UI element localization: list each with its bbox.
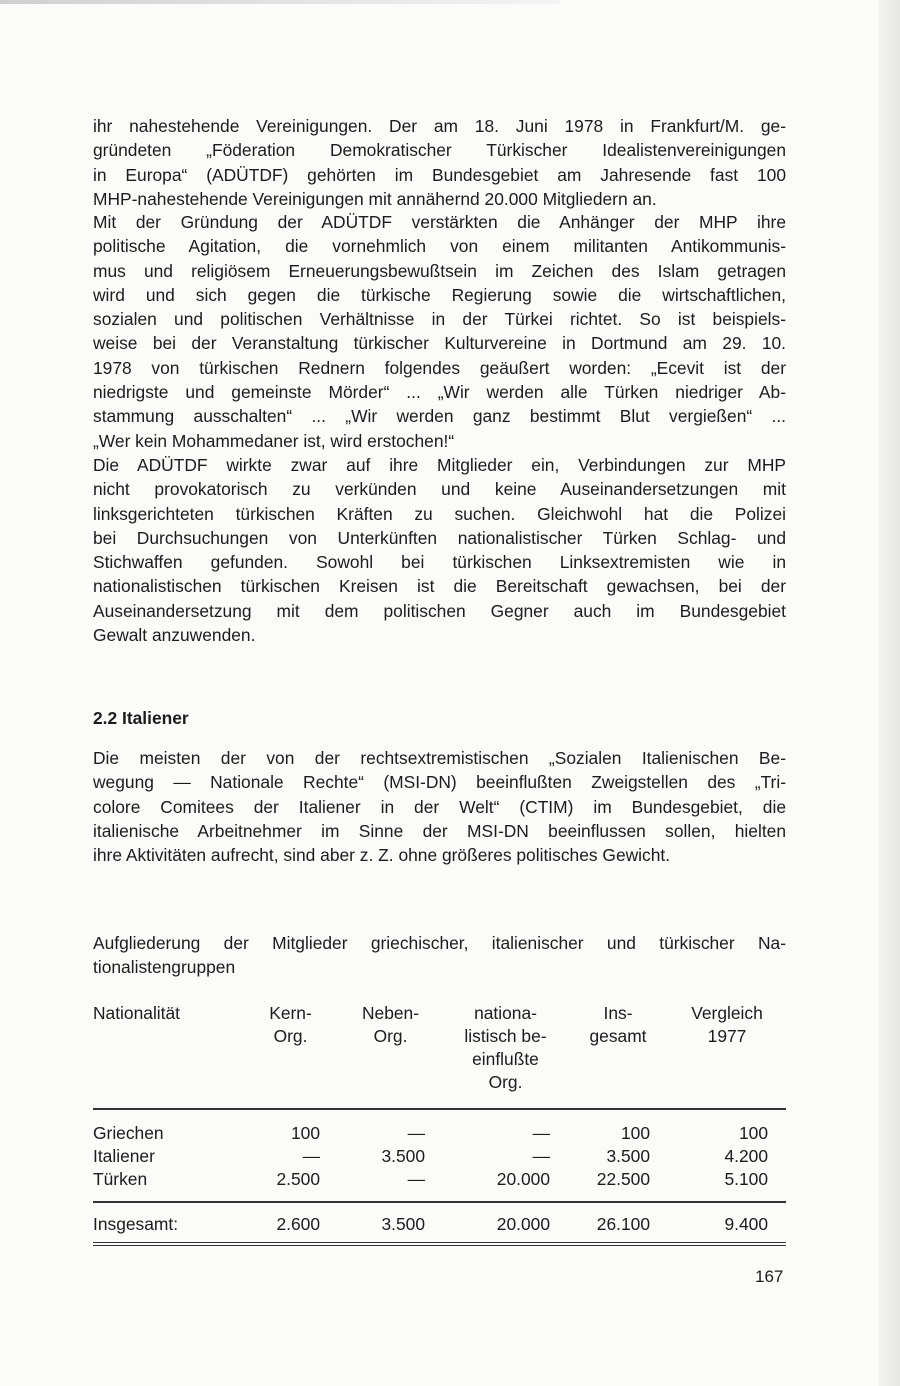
table-cell: 2.500 (243, 1168, 338, 1202)
column-header: Kern- Org. (243, 1002, 338, 1109)
table-row (93, 1145, 786, 1168)
text-line: stammung ausschalten“ ... „Wir werden ganz bestimmt Blut vergießen“ ... (93, 406, 786, 427)
table-caption (93, 931, 786, 980)
members-table (93, 1002, 786, 1246)
text-line: bei Durchsuchungen von Unterkünften nationalistischer Türken Schlag- und (93, 527, 786, 548)
column-header: nationa- listisch be- einflußte Org. (443, 1002, 568, 1109)
table-cell: 100 (290, 1123, 320, 1143)
paragraph (93, 453, 786, 647)
text-line: „Wer kein Mohammedaner ist, wird erstochen!“ (93, 430, 455, 451)
text-line: Die ADÜTDF wirkte zwar auf ihre Mitglieder ein, Verbindungen zur MHP (93, 455, 786, 475)
text-line: italienische Arbeitnehmer im Sinne der MSI-DN beeinflussen sollen, hielten (93, 820, 786, 841)
table-cell: Insgesamt: (93, 1202, 243, 1244)
table-cell: — (532, 1123, 550, 1143)
text-line: Gewalt anzuwenden. (93, 625, 256, 646)
text-line: Auseinandersetzung mit dem politischen Gegner auch im Bundesgebiet (93, 600, 786, 621)
table-cell: 9.400 (668, 1202, 786, 1244)
text-line: in Europa“ (ADÜTDF) gehörten im Bundesgebiet am Jahresende fast 100 (93, 164, 786, 185)
text-line: tionalistengruppen (93, 957, 236, 978)
table-cell: — (407, 1123, 425, 1143)
table-cell: 4.200 (724, 1146, 768, 1166)
table-header-row (93, 1002, 786, 1109)
paragraph (93, 746, 786, 867)
table-cell: 3.500 (381, 1146, 425, 1166)
text-line: Die meisten der von der rechtsextremistischen „Sozialen Italienischen Be- (93, 748, 786, 768)
table-cell: 3.500 (606, 1146, 650, 1166)
page-number: 167 (755, 1267, 784, 1286)
table-cell: Türken (93, 1168, 243, 1202)
text-line: colore Comitees der Italiener in der Welt“ (CTIM) im Bundesgebiet, die (93, 796, 786, 817)
table-cell: 20.000 (443, 1168, 568, 1202)
scan-edge-right (878, 0, 900, 1386)
text-line: nicht provokatorisch zu verkünden und keine Auseinandersetzungen mit (93, 479, 786, 500)
text-line: nationalistischen türkischen Kreisen ist die Bereitschaft gewachsen, bei der (93, 576, 786, 597)
table-cell: Italiener (93, 1146, 155, 1166)
text-line: linksgerichteten türkischen Kräften zu suchen. Gleichwohl hat die Polizei (93, 503, 786, 524)
text-line: Stichwaffen gefunden. Sowohl bei türkischen Linksextremisten wie in (93, 552, 786, 573)
column-header: Nationalität (93, 1002, 243, 1109)
text-line: mus und religiösem Erneuerungsbewußtsein im Zeichen des Islam getragen (93, 260, 786, 281)
column-header: Neben- Org. (338, 1002, 443, 1109)
table-row (93, 1168, 786, 1202)
table-cell: 20.000 (443, 1202, 568, 1244)
text-line: niedrigste und gemeinste Mörder“ ... „Wir werden alle Türken niedriger Ab- (93, 382, 786, 403)
table-cell: 100 (738, 1123, 768, 1143)
text-line: weise bei der Veranstaltung türkischer Kulturvereine in Dortmund am 29. 10. (93, 333, 786, 354)
text-line: 1978 von türkischen Rednern folgendes geäußert worden: „Ecevit ist der (93, 357, 786, 378)
text-line: politische Agitation, die vornehmlich von einem militanten Antikommunis- (93, 236, 786, 257)
table-cell: 22.500 (568, 1168, 668, 1202)
text-line: wird und sich gegen die türkische Regierung sowie die wirtschaftlichen, (93, 284, 786, 305)
text-line: Aufgliederung der Mitglieder griechischer, italienischer und türkischer Na- (93, 933, 786, 953)
section-heading: 2.2 Italiener (93, 708, 189, 728)
text-line: wegung — Nationale Rechte“ (MSI-DN) beeinflußten Zweigstellen des „Tri- (93, 772, 786, 793)
paragraph (93, 114, 786, 211)
scan-edge-top (0, 0, 560, 4)
table-cell: Griechen (93, 1123, 164, 1143)
table-cell: 2.600 (243, 1202, 338, 1244)
text-line: sozialen und politischen Verhältnisse in der Türkei richtet. So ist beispiels- (93, 309, 786, 330)
text-line: gründeten „Föderation Demokratischer Türkischer Idealistenvereinigungen (93, 140, 786, 161)
text-line: ihre Aktivitäten aufrecht, sind aber z. Z. ohne größeres politisches Gewicht. (93, 845, 671, 866)
table-cell: 3.500 (338, 1202, 443, 1244)
table-cell: 100 (620, 1123, 650, 1143)
table-cell: — (338, 1168, 443, 1202)
table-cell: — (302, 1146, 320, 1166)
table-cell: — (532, 1146, 550, 1166)
text-line: MHP-nahestehende Vereinigungen mit annähernd 20.000 Mitgliedern an. (93, 188, 657, 209)
table-cell: 5.100 (668, 1168, 786, 1202)
text-line: ihr nahestehende Vereinigungen. Der am 18. Juni 1978 in Frankfurt/M. ge- (93, 116, 786, 136)
column-header: Vergleich 1977 (668, 1002, 786, 1109)
column-header: Ins- gesamt (568, 1002, 668, 1109)
table-row (93, 1109, 786, 1145)
table-total-row (93, 1202, 786, 1244)
text-line: Mit der Gründung der ADÜTDF verstärkten die Anhänger der MHP ihre (93, 212, 786, 232)
table-cell: 26.100 (568, 1202, 668, 1244)
paragraph (93, 210, 786, 453)
